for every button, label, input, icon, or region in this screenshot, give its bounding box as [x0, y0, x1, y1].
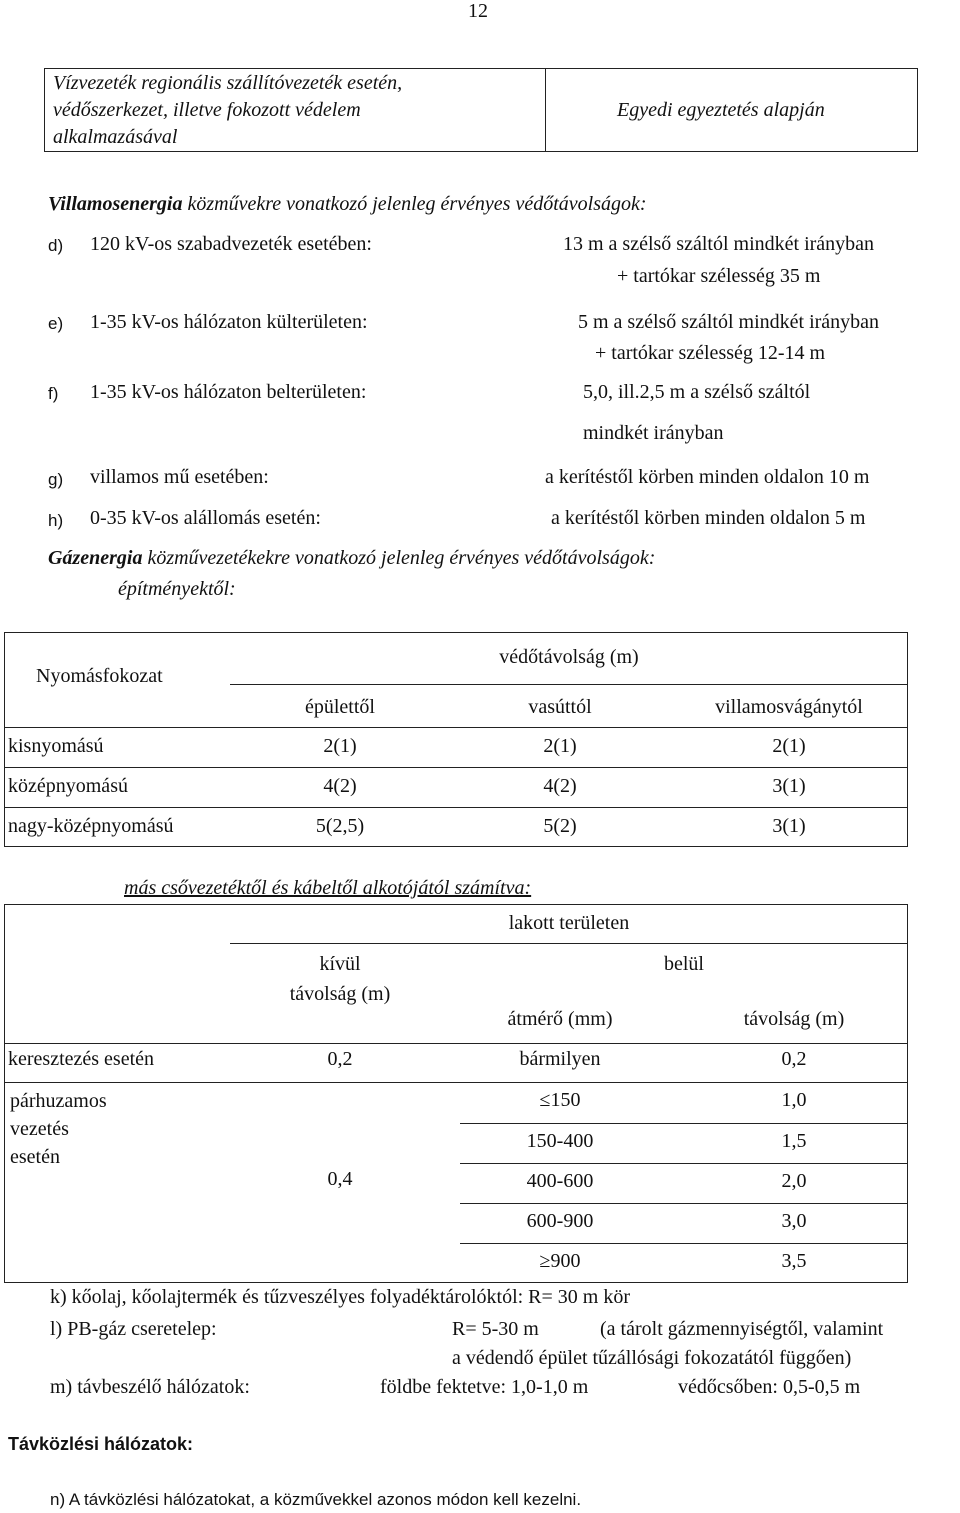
item-h-letter: h) — [48, 511, 64, 530]
table2-tavolsag-kivul: távolság (m) — [289, 983, 391, 1005]
tavkozles-heading: Távközlési hálózatok: — [8, 1434, 194, 1454]
table2-row-atmero: ≥900 — [539, 1250, 581, 1272]
table2-row-tav: 1,5 — [781, 1130, 807, 1152]
table2-keresztezes-kivul: 0,2 — [327, 1048, 353, 1070]
table1-cell: 4(2) — [323, 775, 357, 797]
item-d-label: 120 kV-os szabadvezeték esetében: — [90, 233, 372, 255]
table1-subheader-vasuttol: vasúttól — [528, 696, 592, 718]
table1-cell: 5(2,5) — [315, 815, 365, 837]
top-box — [44, 68, 918, 152]
item-f-value: 5,0, ill.2,5 m a szélső száltól — [583, 381, 811, 403]
table1-row-label: kisnyomású — [8, 735, 104, 757]
table2-top-header: lakott területen — [508, 912, 630, 934]
table2-row-tav: 2,0 — [781, 1170, 807, 1192]
table1-col0-header: Nyomásfokozat — [36, 665, 163, 687]
item-m-value-2: védőcsőben: 0,5-0,5 m — [678, 1376, 861, 1398]
table2-row-atmero: 600-900 — [526, 1210, 594, 1232]
item-d-letter: d) — [48, 236, 64, 255]
item-m-value-1: földbe fektetve: 1,0-1,0 m — [380, 1376, 589, 1398]
item-d-value2: + tartókar szélesség 35 m — [617, 265, 821, 287]
item-f-letter: f) — [48, 384, 59, 403]
gaz-heading: Gázenergia közművezetékekre vonatkozó jelenleg érvényes védőtávolságok: — [48, 547, 656, 569]
table1-cell: 2(1) — [772, 735, 806, 757]
table1-cell: 3(1) — [772, 775, 806, 797]
table2-row-tav: 3,5 — [781, 1250, 807, 1272]
item-f-value2: mindkét irányban — [583, 422, 724, 444]
table2-row-tav: 3,0 — [781, 1210, 807, 1232]
top-box-left-line-2: védőszerkezet, illetve fokozott védelem — [53, 99, 361, 121]
table1-subheader-villamos: villamosvágánytól — [715, 696, 863, 718]
page-number: 12 — [468, 0, 488, 22]
gaz-subheading: építményektől: — [118, 578, 236, 600]
table1-row-label: középnyomású — [8, 775, 128, 797]
item-l-value: R= 5-30 m — [452, 1318, 539, 1340]
item-m-label: m) távbeszélő hálózatok: — [50, 1376, 250, 1398]
table2-tavolsag-belul: távolság (m) — [743, 1008, 845, 1030]
table2-parhuzamos-kivul: 0,4 — [327, 1168, 353, 1190]
table2-caption: más csővezetéktől és kábeltől alkotójától számítva: — [124, 877, 532, 899]
table2-keresztezes-tav: 0,2 — [781, 1048, 807, 1070]
table2-kivul: kívül — [319, 953, 361, 975]
item-e-label: 1-35 kV-os hálózaton külterületen: — [90, 311, 368, 333]
table2-parhuzamos-label-3: esetén — [10, 1146, 60, 1168]
table2-parhuzamos-label-1: párhuzamos — [10, 1090, 107, 1112]
table2-parhuzamos-label-2: vezetés — [10, 1118, 69, 1140]
top-box-left-line-1: Vízvezeték regionális szállítóvezeték esetén, — [53, 72, 403, 94]
table1-cell: 5(2) — [543, 815, 577, 837]
table2-row-tav: 1,0 — [781, 1089, 807, 1111]
table2-atmero: átmérő (mm) — [507, 1008, 613, 1030]
table2-keresztezes-label: keresztezés esetén — [8, 1048, 155, 1070]
table1-cell: 3(1) — [772, 815, 806, 837]
table1-cell: 2(1) — [543, 735, 577, 757]
item-l-label: l) PB-gáz cseretelep: — [50, 1318, 217, 1340]
table2-belul: belül — [664, 953, 704, 975]
item-d-value: 13 m a szélső száltól mindkét irányban — [563, 233, 875, 255]
item-f-label: 1-35 kV-os hálózaton belterületen: — [90, 381, 367, 403]
item-e-value: 5 m a szélső száltól mindkét irányban — [578, 311, 880, 333]
item-l-note-2: a védendő épület tűzállósági fokozatától függően) — [452, 1347, 852, 1369]
table1-subheader-epulettol: épülettől — [305, 696, 375, 718]
item-e-value2: + tartókar szélesség 12-14 m — [595, 342, 826, 364]
table2-row-atmero: 150-400 — [526, 1130, 594, 1152]
top-box-right: Egyedi egyeztetés alapján — [617, 99, 825, 121]
table1-cell: 2(1) — [323, 735, 357, 757]
villamos-heading: Villamosenergia közművekre vonatkozó jelenleg érvényes védőtávolságok: — [48, 193, 647, 215]
table2-keresztezes-atmero: bármilyen — [519, 1048, 601, 1070]
top-box-left-line-3: alkalmazásával — [53, 126, 178, 148]
table1-cell: 4(2) — [543, 775, 577, 797]
table2-row-atmero: ≤150 — [539, 1089, 581, 1111]
item-e-letter: e) — [48, 314, 64, 333]
item-n: n) A távközlési hálózatokat, a közművekkel azonos módon kell kezelni. — [50, 1490, 582, 1509]
item-g-label: villamos mű esetében: — [90, 466, 269, 488]
table1-row-label: nagy-középnyomású — [8, 815, 174, 837]
item-k: k) kőolaj, kőolajtermék és tűzveszélyes folyadéktárolóktól: R= 30 m kör — [50, 1286, 631, 1308]
item-h-value: a kerítéstől körben minden oldalon 5 m — [551, 507, 866, 529]
item-l-note-1: (a tárolt gázmennyiségtől, valamint — [600, 1318, 884, 1340]
table2-row-atmero: 400-600 — [526, 1170, 594, 1192]
item-h-label: 0-35 kV-os alállomás esetén: — [90, 507, 321, 529]
item-g-letter: g) — [48, 470, 64, 489]
item-g-value: a kerítéstől körben minden oldalon 10 m — [545, 466, 870, 488]
table1-group-header: védőtávolság (m) — [499, 646, 639, 668]
